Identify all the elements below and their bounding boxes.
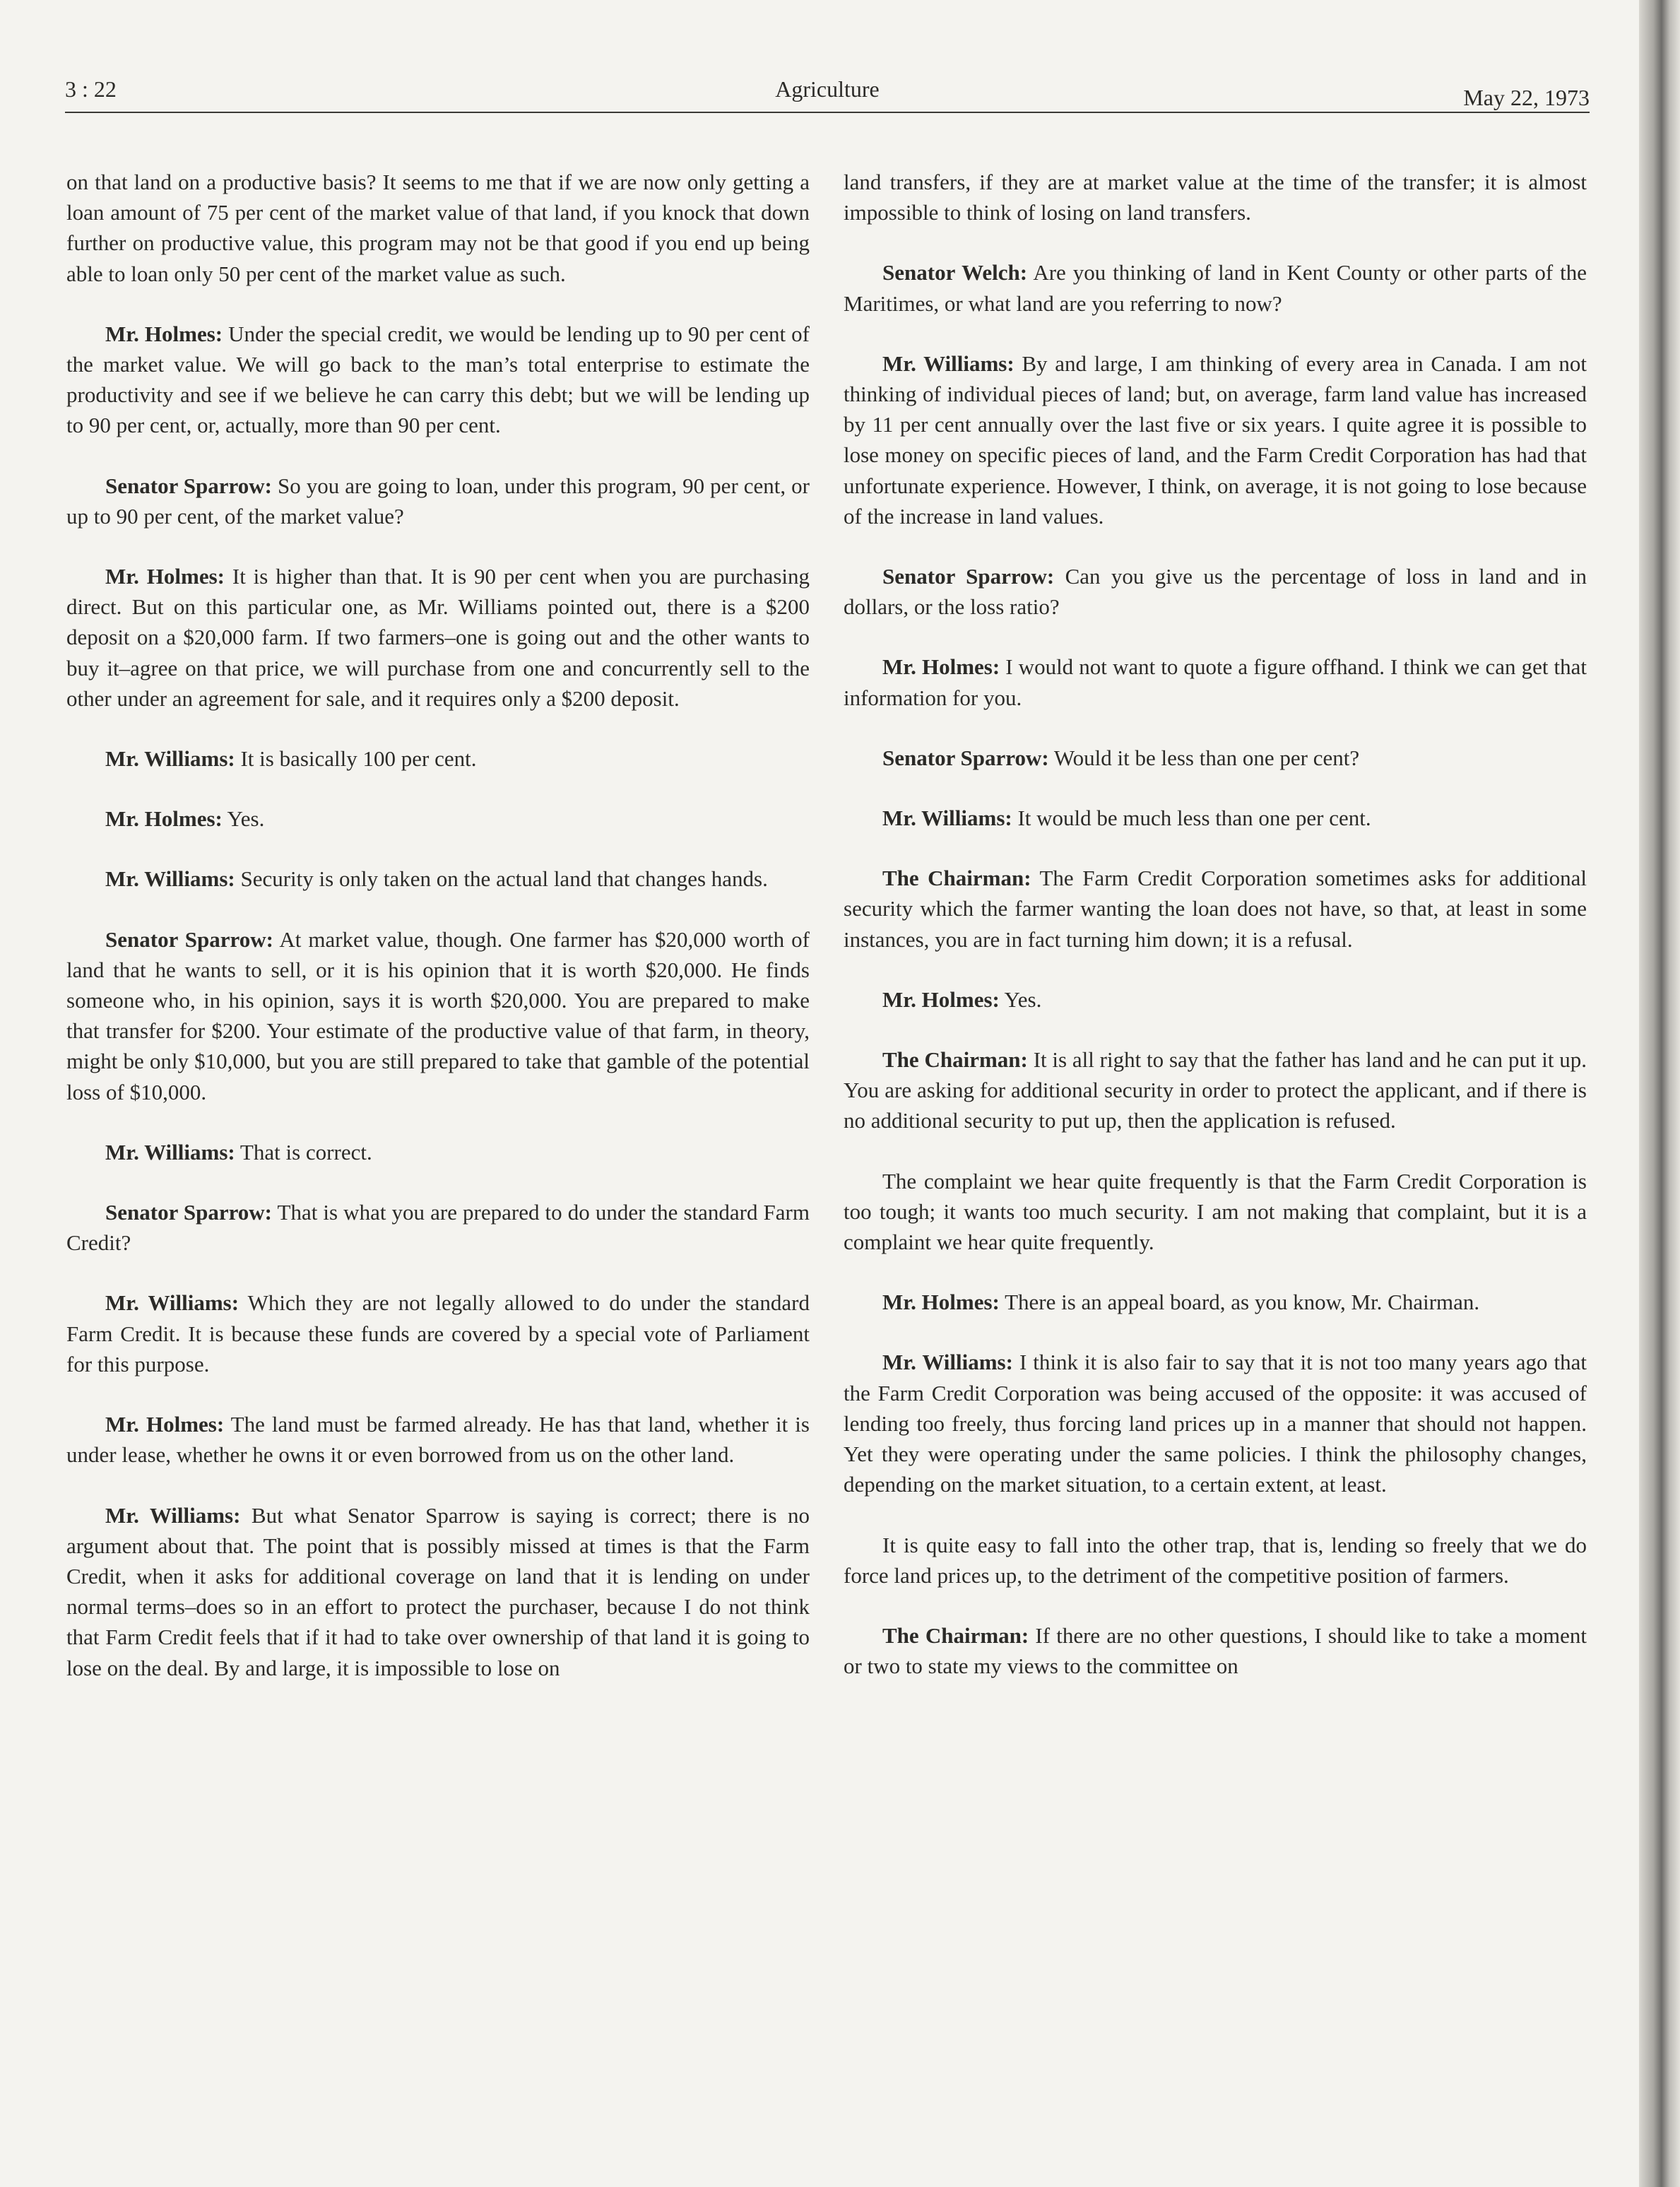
transcript-paragraph xyxy=(66,924,810,1107)
transcript-paragraph xyxy=(66,1197,810,1258)
transcript-paragraph xyxy=(66,863,810,894)
right-column xyxy=(844,167,1587,1947)
speech-text: Yes. xyxy=(1004,986,1042,1012)
speaker-name: Mr. Williams: xyxy=(105,1139,235,1165)
speaker-name: Mr. Holmes: xyxy=(105,564,225,589)
speech-text: The Farm Credit Corporation sometimes asks for additional security which the farmer wanting the loan does not have, so that, at least in some instances, you are in fact turning him down; it is a refusal. xyxy=(844,866,1587,952)
speech-text: That is correct. xyxy=(239,1139,372,1165)
transcript-paragraph xyxy=(66,1137,810,1167)
speech-text: It is higher than that. It is 90 per cent when you are purchasing direct. But on this particular one, as Mr. Williams pointed out, there is a $200 deposit on a $20,000 farm. If two farmers–one is going out and the other wants to buy it–agree on that price, we will purchase from one and concurrently sell to the other under an agreement for sale, and it requires only a $200 deposit. xyxy=(66,564,810,711)
transcript-paragraph xyxy=(66,167,810,289)
transcript-paragraph xyxy=(844,743,1587,773)
left-column xyxy=(66,167,810,1947)
speaker-name: Mr. Williams: xyxy=(882,350,1014,376)
speaker-name: Senator Sparrow: xyxy=(882,745,1049,770)
speech-text: Are you thinking of land in Kent County or other parts of the Maritimes, or what land are you referring to now? xyxy=(844,260,1587,316)
transcript-paragraph xyxy=(66,319,810,441)
header-rule xyxy=(65,112,1590,113)
speaker-name: The Chairman: xyxy=(882,866,1031,891)
book-binding xyxy=(1639,0,1680,2187)
speech-text: It is all right to say that the father has land and he can put it up. You are asking for additional security in order to protect the applicant, and if there is no additional security to put up, then the application is refused. xyxy=(844,1047,1587,1133)
transcript-paragraph xyxy=(844,1530,1587,1591)
speaker-name: Mr. Williams: xyxy=(882,1350,1013,1375)
speaker-name: Mr. Williams: xyxy=(105,746,235,772)
speech-text: There is an appeal board, as you know, Mr. Chairman. xyxy=(1005,1290,1480,1315)
speaker-name: The Chairman: xyxy=(882,1047,1028,1073)
page-date: May 22, 1973 xyxy=(1463,85,1590,110)
speaker-name: Senator Sparrow: xyxy=(882,564,1055,589)
transcript-paragraph xyxy=(844,1287,1587,1317)
speech-text: Yes. xyxy=(227,806,265,832)
section-title: Agriculture xyxy=(775,76,880,102)
speech-text: At market value, though. One farmer has $20,000 worth of land that he wants to sell, or it is his opinion that it is worth $20,000. He finds someone who, in his opinion, says it is worth $20,000. You are prepared to make that transfer for $200. Your estimate of the productive value of that farm, in theory, might be only $10,000, but you are still prepared to take that gamble of the potential loss of $10,000. xyxy=(66,926,810,1104)
page-header xyxy=(65,76,1590,117)
speaker-name: Mr. Holmes: xyxy=(882,986,1000,1012)
speech-text: Would it be less than one per cent? xyxy=(1053,745,1360,770)
transcript-paragraph xyxy=(844,561,1587,622)
transcript-paragraph xyxy=(66,803,810,834)
speaker-name: Mr. Williams: xyxy=(105,1290,239,1316)
speaker-name: Senator Sparrow: xyxy=(105,473,272,498)
speech-text: But what Senator Sparrow is saying is correct; there is no argument about that. The point that is possibly missed at times is that the Farm Credit, when it asks for additional coverage on land that it is lending on under normal terms–does so in an effort to protect the purchaser, because I do not think that Farm Credit feels that if it had to take over ownership of that land it is going to lose on the deal. By and large, it is impossible to lose on xyxy=(66,1502,810,1680)
transcript-paragraph xyxy=(844,257,1587,318)
speech-text: By and large, I am thinking of every area in Canada. I am not thinking of individual pieces of land; but, on average, farm land value has increased by 11 per cent annually over the last five or six years. I quite agree it is possible to lose money on specific pieces of land, and the Farm Credit Corporation has had that unfortunate experience. However, I think, on average, it is not going to lose because of the increase in land values. xyxy=(844,350,1587,529)
speaker-name: Mr. Holmes: xyxy=(882,1290,1000,1315)
speech-text: I would not want to quote a figure offhand. I think we can get that information for you. xyxy=(844,654,1587,710)
transcript-paragraph xyxy=(66,1500,810,1683)
speaker-name: Mr. Williams: xyxy=(105,1502,241,1528)
speech-text: Under the special credit, we would be lending up to 90 per cent of the market value. We will go back to the man’s total enterprise to estimate the productivity and see if we believe he can carry this debt; but we will be lending up to 90 per cent, or, actually, more than 90 per cent. xyxy=(66,321,810,438)
transcript-paragraph xyxy=(844,863,1587,955)
transcript-paragraph xyxy=(844,984,1587,1015)
speaker-name: Senator Sparrow: xyxy=(105,926,273,952)
speech-text: Which they are not legally allowed to do under the standard Farm Credit. It is because these funds are covered by a special vote of Parliament for this purpose. xyxy=(66,1290,810,1377)
speaker-name: Mr. Holmes: xyxy=(105,321,223,346)
speech-text: It would be much less than one per cent. xyxy=(1017,806,1371,831)
transcript-paragraph xyxy=(844,348,1587,531)
speech-text: If there are no other questions, I should like to take a moment or two to state my views to the committee on xyxy=(844,1622,1587,1679)
speech-text: on that land on a productive basis? It seems to me that if we are now only getting a loan amount of 75 per cent of the market value of that land, if you knock that down further on productive value, this program may not be that good if you end up being able to loan only 50 per cent of the market value as such. xyxy=(66,170,810,286)
speaker-name: Mr. Holmes: xyxy=(105,1412,225,1437)
speech-text: land transfers, if they are at market value at the time of the transfer; it is almost impossible to think of losing on land transfers. xyxy=(844,170,1587,225)
transcript-paragraph xyxy=(844,652,1587,712)
transcript-paragraph xyxy=(844,1044,1587,1136)
transcript-paragraph xyxy=(844,167,1587,228)
transcript-paragraph xyxy=(844,803,1587,833)
speaker-name: Mr. Williams: xyxy=(105,866,235,892)
speech-text: I think it is also fair to say that it is not too many years ago that the Farm Credit Corporation was being accused of the opposite: it was accused of lending too freely, thus forcing land prices up in a manner that should not happen. Yet they were operating under the same policies. I think the philosophy changes, depending on the market situation, to a certain extent, at least. xyxy=(844,1350,1587,1497)
transcript-paragraph xyxy=(844,1347,1587,1499)
page-number: 3 : 22 xyxy=(65,76,117,102)
transcript-paragraph xyxy=(66,1409,810,1470)
speaker-name: The Chairman: xyxy=(882,1622,1029,1648)
speaker-name: Mr. Holmes: xyxy=(105,806,223,832)
speaker-name: Mr. Holmes: xyxy=(882,654,1000,680)
speech-text: It is basically 100 per cent. xyxy=(240,746,477,772)
transcript-paragraph xyxy=(66,743,810,774)
speech-text: It is quite easy to fall into the other trap, that is, lending so freely that we do force land prices up, to the detriment of the competitive position of farmers. xyxy=(844,1532,1587,1588)
transcript-paragraph xyxy=(66,561,810,714)
speech-text: Can you give us the percentage of loss in land and in dollars, or the loss ratio? xyxy=(844,564,1587,620)
speech-text: The land must be farmed already. He has that land, whether it is under lease, whether he owns it or even borrowed from us on the other land. xyxy=(66,1412,810,1468)
speaker-name: Mr. Williams: xyxy=(882,806,1012,831)
speaker-name: Senator Welch: xyxy=(882,260,1028,285)
transcript-paragraph xyxy=(844,1166,1587,1258)
speech-text: So you are going to loan, under this program, 90 per cent, or up to 90 per cent, of the market value? xyxy=(66,473,810,529)
transcript-paragraph xyxy=(66,471,810,531)
speech-text: That is what you are prepared to do under the standard Farm Credit? xyxy=(66,1200,810,1256)
speech-text: The complaint we hear quite frequently is that the Farm Credit Corporation is too tough; it wants too much security. I am not making that complaint, but it is a complaint we hear quite frequently. xyxy=(844,1168,1587,1255)
transcript-paragraph xyxy=(66,1287,810,1379)
transcript-paragraph xyxy=(844,1620,1587,1681)
speaker-name: Senator Sparrow: xyxy=(105,1200,272,1225)
speech-text: Security is only taken on the actual land that changes hands. xyxy=(240,866,768,892)
